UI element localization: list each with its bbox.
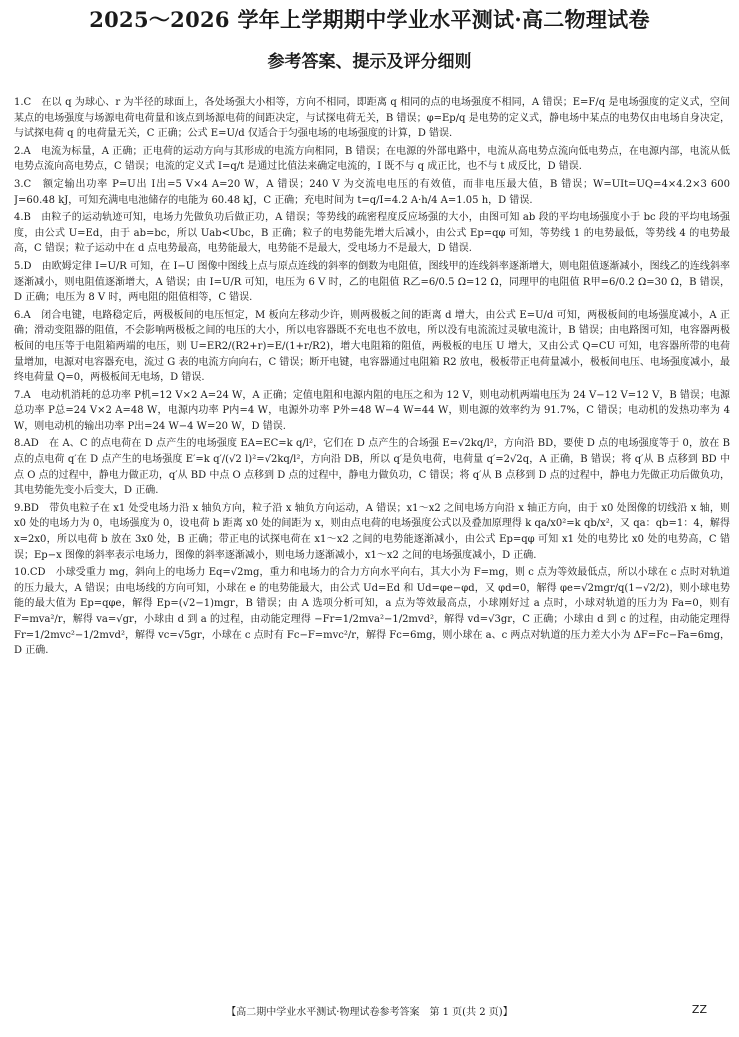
answer-number: 10.CD: [14, 567, 46, 579]
answer-number: 6.A: [14, 309, 31, 321]
answer-explanation: 带负电粒子在 x1 处受电场力沿 x 轴负方向，粒子沿 x 轴负方向运动，A 错误；x1～x2 之间电场方向沿 x 轴正方向，由于 x0 处图像的切线沿 x 轴，则 x0 处的电场力为 0，电场强度为 0，设电荷 b 距离 x0 处的间距为 x，则由点电荷的电场强度公式以及叠加原理得 k qa/x0²=k qb/x²，又 qa：qb=1：4，解得 x=2x0，所以电荷 b 放在 3x0 处，B 正确；带正电的试探电荷在 x1～x2 之间的电势能逐渐减小，由公式 Ep=qφ 可知 x1 处的电势比 x0 处的电势高，C 错误；Ep−x 图像的斜率表示电场力，图像的斜率逐渐减小，则电场力逐渐减小，x1～x2 之间的电场强度减小，D 正确.: [14, 502, 730, 561]
answer-item-2: [14, 144, 730, 175]
answer-number: 8.AD: [14, 438, 39, 450]
answer-item-1: [14, 95, 730, 142]
answer-item-5: [14, 259, 730, 306]
answer-number: 9.BD: [14, 502, 39, 514]
answer-explanation: 闭合电键，电路稳定后，两极板间的电压恒定，M 板向左移动少许，则两极板之间的距离 d 增大，由公式 E=U/d 可知，两极板间的电场强度减小，A 正确；滑动变阻器的阻值，不会影响两极板之间的电压的大小，所以电容器既不充电也不放电，所以没有电流流过灵敏电流计，B 错误；由电路图可知，电容器两极板间的电压等于电阻箱两端的电压，则 U=ER2/(R2+r)=E/(1+r/R2)，增大电阻箱的阻值，两极板的电压 U 增大，又由公式 Q=CU 可知，电容器所带的电荷量增加，电源对电容器充电，流过 G 表的电流方向向右，C 错误；断开电键，电容器通过电阻箱 R2 放电，极板带正电荷量减小，极板间电压、电场强度减小，最终电荷量 Q=0，两极板间无电场，D 错误.: [14, 309, 730, 384]
document-subtitle: 参考答案、提示及评分细则: [267, 52, 472, 72]
answer-list: [14, 95, 730, 990]
answer-number: 3.C: [14, 178, 32, 190]
answer-explanation: 在 A、C 的点电荷在 D 点产生的电场强度 EA=EC=k q/l²，它们在 D 点产生的合场强 E=√2kq/l²，方向沿 BD，要使 D 点的电场强度等于 0，放在 B 点的点电荷 q′在 D 点产生的电场强度 E′=k q′/(√2 l)²=√2kq/l²，方向沿 DB，所以 q′是负电荷，电荷量 q′=2√2q，A 正确，B 错误；将 q′从 B 点移到 BD 中点 O 点的过程中，静电力做正功，q′从 BD 中点 O 点移到 D 点的过程中，静电力做负功，C 错误；将 q′从 B 点移到 D 点的过程中，静电力先做正功后做负功，其电势能先变小后变大，D 正确.: [14, 438, 730, 497]
answer-number: 2.A: [14, 145, 31, 157]
answer-item-6: [14, 308, 730, 386]
answer-item-10: [14, 565, 730, 659]
answer-item-7: [14, 388, 730, 435]
answer-number: 1.C: [14, 97, 32, 108]
answer-explanation: 由欧姆定律 I=U/R 可知，在 I−U 图像中图线上点与原点连线的斜率的倒数为电阻值，图线甲的连线斜率逐渐增大，则电阻值逐渐减小，图线乙的连线斜率逐渐减小，则电阻值逐渐增大，A 错误；由 I=U/R 可知，电压为 6 V 时，乙的电阻值 R乙=6/0.5 Ω=12 Ω，同理甲的电阻值 R甲=6/0.2 Ω=30 Ω，B 错误，D 正确；电压为 8 V 时，两电阻的阻值相等，C 错误.: [14, 260, 730, 304]
answer-explanation: 由粒子的运动轨迹可知，电场力先做负功后做正功，A 错误；等势线的疏密程度反应场强的大小，由图可知 ab 段的平均电场强度小于 bc 段的平均电场强度，由公式 U=Ed，由于 ab=bc，所以 Uab<Ubc，B 正确；粒子的电势能先增大后减小，由公式 Ep=qφ 可知，等势线 1 的电势最低，等势线 4 的电势最高，C 错误；粒子运动中在 d 点电势最高，电势能最大，电势能不是最大，受电场力不是最大，D 错误.: [14, 212, 730, 255]
document-title: 2025～2026 学年上学期期中学业水平测试·高二物理试卷: [89, 7, 650, 32]
answer-item-4: [14, 210, 730, 257]
answer-explanation: 小球受重力 mg，斜向上的电场力 Eq=√2mg，重力和电场力的合力方向水平向右，其大小为 F=mg，则 c 点为等效最低点，所以小球在 c 点时对轨道的压力最大，A 错误；由电场线的方向可知，小球在 e 的电势能最大，由公式 Ud=Ed 和 Ud=φe−φd，又 φd=0，解得 φe=√2mgr/q(1−√2/2)，则小球电势能的最大值为 Ep=qφe，解得 Ep=(√2−1)mgr，B 错误；由 A 选项分析可知，a 点为等效最高点，小球刚好过 a 点时，小球对轨道的压力为 Fa=0，则有 F=mva²/r，解得 va=√gr，小球由 d 到 a 的过程，由动能定理得 −Fr=1/2mva²−1/2mvd²，解得 vd=√3gr，C 正确；小球由 d 到 c 的过程，由动能定理得 Fr=1/2mvc²−1/2mvd²，解得 vc=√5gr，小球在 c 点时有 Fc−F=mvc²/r，解得 Fc=6mg，则小球在 a、c 两点对轨道的压力差大小为 ΔF=Fc−Fa=6mg，D 正确.: [14, 567, 730, 657]
answer-item-9: [14, 501, 730, 563]
footer-code: ZZ: [691, 1003, 707, 1016]
answer-explanation: 在以 q 为球心、r 为半径的球面上，各处场强大小相等，方向不相同，即距离 q 相同的点的电场强度不相同，A 错误；E=F/q 是电场强度的定义式，空间某点的电场强度与场源电荷电荷量和该点到场源电荷的间距决定，与试探电荷无关，B 错误；φ=Ep/q 是电势的定义式，静电场中某点的电势仅由电场自身决定，与试探电荷 q 的电荷量无关，C 正确；公式 E=U/d 仅适合于匀强电场的电场强度的计算，D 错误.: [14, 97, 730, 140]
answer-number: 5.D: [14, 260, 32, 272]
page-footer: 【高二期中学业水平测试·物理试卷参考答案 第 1 页(共 2 页)】: [226, 1007, 513, 1018]
answer-item-8: [14, 436, 730, 498]
answer-explanation: 电动机消耗的总功率 P机=12 V×2 A=24 W，A 正确；定值电阻和电源内阻的电压之和为 12 V，则电动机两端电压为 24 V−12 V=12 V，B 错误；电源总功率 P总=24 V×2 A=48 W，电源内功率 P内=4 W，电源外功率 P外=48 W−4 W=44 W，则电源的效率约为 91.7%，C 错误；电动机的发热功率为 4 W，则电动机的输出功率 P出=24 W−4 W=20 W，D 错误.: [14, 389, 730, 432]
answer-item-3: [14, 177, 730, 208]
answer-explanation: 电流为标量，A 正确；正电荷的运动方向与其形成的电流方向相同，B 错误；在电源的外部电路中，电流从高电势点流向低电势点，在电源内部，电流从低电势点流向高电势点，C 错误；电流的定义式 I=q/t 是通过比值法来确定电流的，I 既不与 q 成正比，也不与 t 成反比，D 错误.: [14, 145, 730, 173]
answer-number: 7.A: [14, 389, 31, 401]
answer-number: 4.B: [14, 212, 31, 224]
answer-explanation: 额定输出功率 P=U出 I出=5 V×4 A=20 W，A 错误；240 V 为交流电电压的有效值，而非电压最大值，B 错误；W=UIt=UQ=4×4.2×3 600 J=60.48 kJ，可知充满电电池储存的电能为 60.48 kJ，C 正确；充电时间为 t=q/I=4.2 A·h/4 A=1.05 h，D 错误.: [14, 178, 730, 206]
